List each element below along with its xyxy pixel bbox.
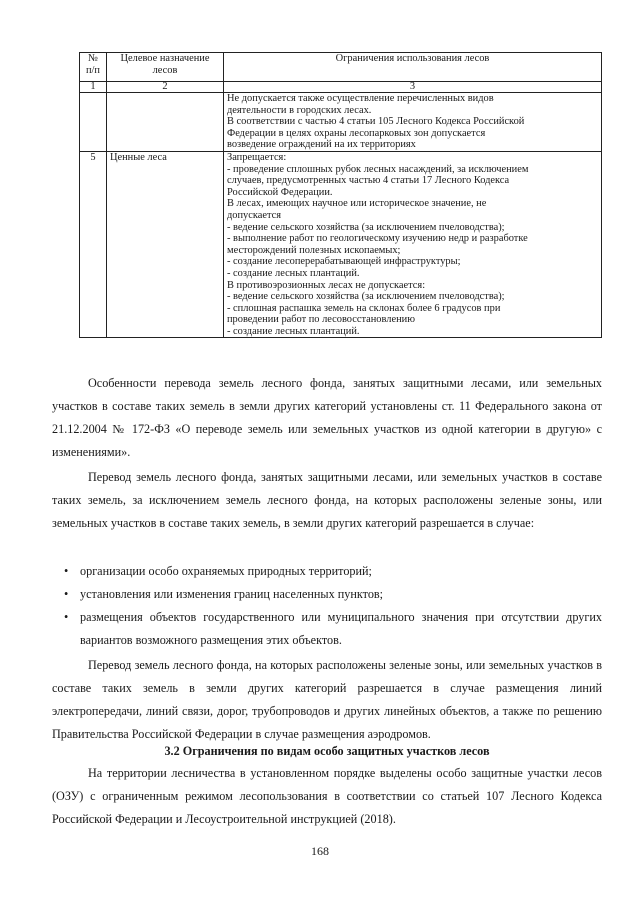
table-cell-restrictions — [224, 151, 602, 338]
table-cell-empty-num — [80, 93, 107, 152]
page-number: 168 — [311, 844, 329, 858]
header-number: № п/п — [80, 53, 107, 82]
table-text-line: проведении работ по лесовосстановлению — [227, 314, 415, 326]
paragraph-conversion-features: Особенности перевода земель лесного фонда, занятых защитными лесами, или земельных участков в составе таких земель в земли других категорий установлены ст. 11 Федерального закона от 21.12.2004 № 172-ФЗ «О переводе земель или земельных участков из одной категории в другую» с изменениями». — [52, 376, 602, 459]
table-text-line: В противоэрозионных лесах не допускается: — [227, 279, 426, 291]
table-text-line: В лесах, имеющих научное или историческое значение, не — [227, 198, 487, 210]
table-text-line: допускается — [227, 209, 282, 221]
bullet-icon: • — [64, 564, 69, 578]
table-text-line: Запрещается: — [227, 151, 287, 163]
list-item-text: организации особо охраняемых природных территорий; — [80, 564, 372, 578]
table-row-continued — [80, 93, 602, 152]
table-text-line: В соответствии с частью 4 статьи 105 Лесного Кодекса Российской — [227, 116, 525, 128]
table-text-line: - ведение сельского хозяйства (за исключением пчеловодства); — [227, 221, 505, 233]
table-cell-restrictions-continued — [224, 93, 602, 152]
column-number-3: 3 — [224, 82, 602, 93]
table-text-line: - ведение сельского хозяйства (за исключением пчеловодства); — [227, 291, 505, 303]
column-number-1: 1 — [80, 82, 107, 93]
table-text-line: - проведение сплошных рубок лесных насаждений, за исключением — [227, 163, 529, 175]
table-text-line: месторождений полезных ископаемых; — [227, 244, 401, 256]
table-header-row — [80, 53, 602, 82]
table-cell-num: 5 — [80, 151, 107, 338]
list-item — [52, 560, 602, 583]
paragraph-ozu: На территории лесничества в установленном порядке выделены особо защитные участки лесов (ОЗУ) с ограниченным режимом лесопользования в соответствии со статьей 107 Лесного Кодекса Российской Федерации и Лесоустроительной инструкцией (2018). — [52, 766, 602, 826]
table-column-numbers-row — [80, 82, 602, 93]
table-text-line: - создание лесных плантаций. — [227, 325, 360, 337]
bullet-list — [52, 560, 602, 652]
list-item-text: размещения объектов государственного или муниципального значения при отсутствии других вариантов возможного размещения этих объектов. — [80, 610, 602, 647]
table-cell-purpose: Ценные леса — [107, 151, 224, 338]
header-restrictions: Ограничения использования лесов — [224, 53, 602, 82]
table-text-line: возведение ограждений на их территориях — [227, 139, 416, 151]
table-text-line: Не допускается также осуществление перечисленных видов — [227, 93, 494, 104]
header-purpose: Целевое назначение лесов — [107, 53, 224, 82]
list-item — [52, 606, 602, 652]
column-number-2: 2 — [107, 82, 224, 93]
bullet-icon: • — [64, 610, 69, 624]
table-cell-empty-purpose — [107, 93, 224, 152]
bullet-icon: • — [64, 587, 69, 601]
paragraph-conversion-allowed: Перевод земель лесного фонда, занятых защитными лесами, или земельных участков в составе таких земель, за исключением земель лесного фонда, на которых расположены зеленые зоны, или земельных участков в составе таких земель, в земли других категорий разрешается в случае: — [52, 470, 602, 530]
table-text-line: - создание лесных плантаций. — [227, 267, 360, 279]
restrictions-table — [79, 52, 602, 338]
table-text-line: - выполнение работ по геологическому изучению недр и разработке — [227, 233, 528, 245]
table-text-line: Федерации в целях охраны лесопарковых зон допускается — [227, 127, 486, 139]
table-text-line: Российской Федерации. — [227, 186, 333, 198]
table-text-line: - создание лесоперерабатывающей инфраструктуры; — [227, 256, 461, 268]
table-text-line: деятельности в городских лесах. — [227, 104, 372, 116]
table-text-line: - сплошная распашка земель на склонах более 6 градусов при — [227, 302, 501, 314]
section-heading: 3.2 Ограничения по видам особо защитных участков лесов — [164, 744, 490, 758]
list-item — [52, 583, 602, 606]
paragraph-green-zones: Перевод земель лесного фонда, на которых расположены зеленые зоны, или земельных участков в составе таких земель в земли других категорий разрешается в случае размещения линий электропередачи, линий связи, дорог, трубопроводов и других линейных объектов, а также по решению Правительства Российской Федерации в случае размещения аэродромов. — [52, 658, 602, 741]
table-row-5 — [80, 151, 602, 338]
list-item-text: установления или изменения границ населенных пунктов; — [80, 587, 384, 601]
table-text-line: случаев, предусмотренных частью 4 статьи 17 Лесного Кодекса — [227, 175, 510, 187]
